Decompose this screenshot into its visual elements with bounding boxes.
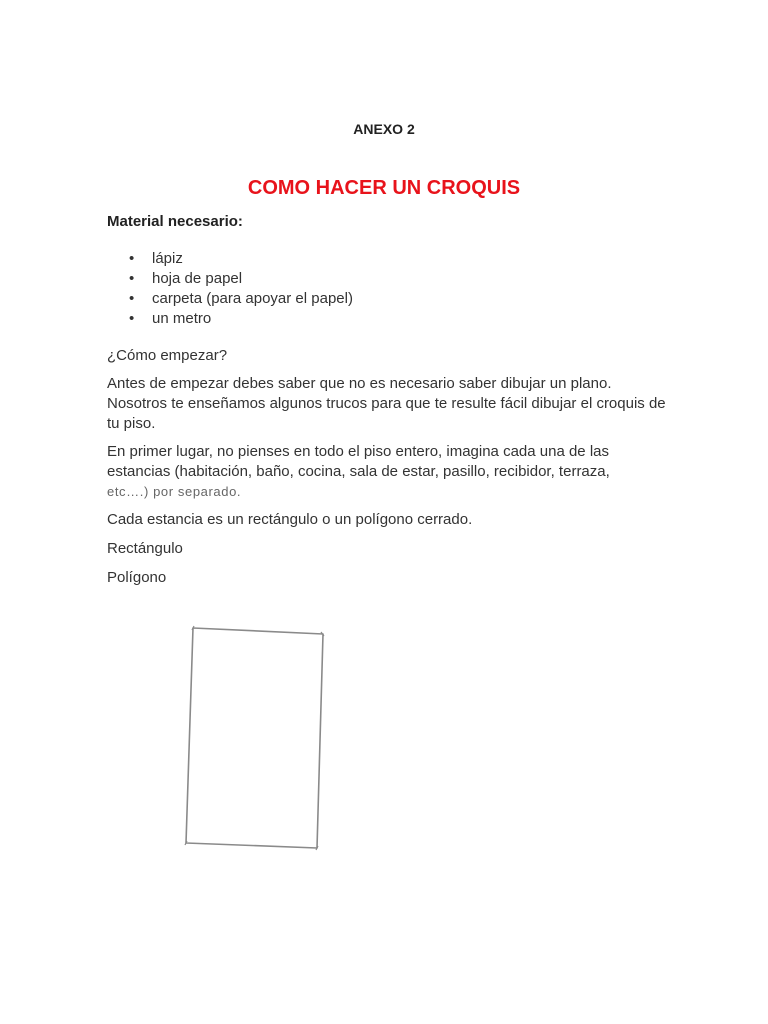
material-item: carpeta (para apoyar el papel) [152,290,353,307]
polygon-label: Polígono [107,569,167,586]
list-item [107,309,353,329]
material-item: un metro [152,310,212,327]
material-heading: Material necesario: [107,213,243,230]
list-item [107,249,353,269]
room-shape-sentence: Cada estancia es un rectángulo o un polígono cerrado. [107,511,473,528]
rectangle-label: Rectángulo [107,540,183,557]
list-item [107,269,353,289]
bullet-icon: • [129,250,135,267]
list-item [107,289,353,309]
materials-list [107,249,353,329]
first-step-paragraph [107,442,667,502]
document-title: COMO HACER UN CROQUIS [247,177,521,199]
material-item: lápiz [152,250,183,267]
sketch-overstroke [185,626,324,850]
sketch-outline [186,628,323,848]
bullet-icon: • [129,290,135,307]
rectangle-sketch [180,620,330,855]
material-item: hoja de papel [152,270,243,287]
bullet-icon: • [129,310,135,327]
first-step-tail: etc….) por separado. [107,484,242,499]
question-heading: ¿Cómo empezar? [107,347,228,364]
intro-paragraph: Antes de empezar debes saber que no es necesario saber dibujar un plano. Nosotros te enseñamos algunos trucos para que te resulte fácil dibujar el croquis de tu piso. [107,375,666,432]
annex-label: ANEXO 2 [353,121,415,137]
first-step-main: En primer lugar, no pienses en todo el piso entero, imagina cada una de las estancias (habitación, baño, cocina, sala de estar, pasillo, recibidor, terraza, [107,443,610,480]
bullet-icon: • [129,270,135,287]
